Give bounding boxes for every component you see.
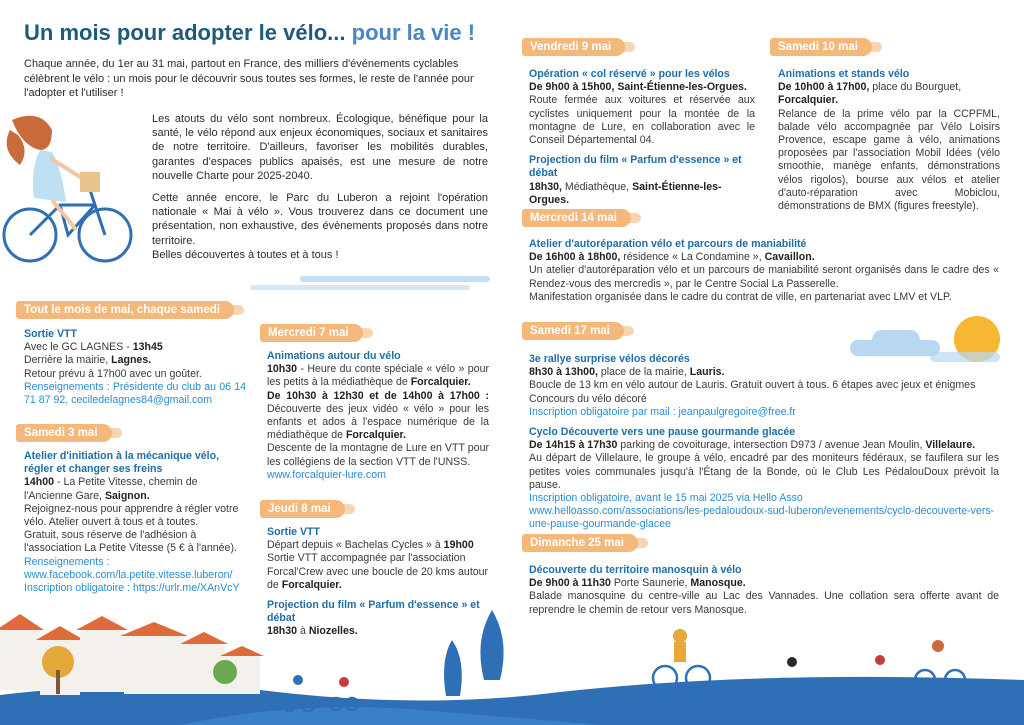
event-title: Opération « col réservé » pour les vélos: [529, 68, 730, 80]
event-animations-velo: Animations autour du vélo 10h30 - Heure du conte spéciale « vélo » pour les petits à la médiathèque de Forcalquier. De 10h30 à 12h30 et de 14h00 à 17h00 : Découverte des jeux vidéo « vélo » pour les enfants et ados à l'espace numérique de la médiathèque de Forcalquier. Descente de la montagne de Lure en VTT pour les collégiens de la section VTT de l'UNSS. www.forcalquier-lure.com: [267, 350, 489, 481]
banner-samedi-3: Samedi 3 mai: [16, 424, 112, 442]
event-autoreparation: Atelier d'autoréparation vélo et parcours de maniabilité De 16h00 à 18h00, résidence « La Condamine », Cavaillon. Un atelier d'autoréparation vélo et un parcours de maniabilité seront organisés dans le cadre des « Rendez-vous des mercredis », par le Centre Social La Passerelle. Manifestation organisée dans le cadre du contrat de ville, en partenariat avec LMV et VLP.: [529, 238, 999, 303]
decorative-brush: [300, 276, 490, 282]
event-title: Animations autour du vélo: [267, 350, 401, 362]
event-rallye-lauris: 3e rallye surprise vélos décorés 8h30 à 13h00, place de la mairie, Lauris. Boucle de 13 km en vélo autour de Lauris. Gratuit ouvert à tous. 6 étapes avec jeux et énigmes Concours du vélo décoré Inscription obligatoire par mail : jeanpaulgregoire@free.fr Cyclo Découverte vers une pause gourmande glacée De 14h15 à 17h30 parking de covoiturage, intersection D973 / avenue Jean Moulin, Villelaure. Au départ de Villelaure, le groupe à vélo, encadré par des moniteurs fédéraux, se faufilera sur les petites voies communales jusqu'à l'Étang de la Bonde, où le Club Les PédalouDoux prévoit la pause. Inscription obligatoire, avant le 15 mai 2025 via Hello Asso www.helloasso.com/associations/les-pedaloudoux-sud-luberon/evenements/cyclo-decouverte-vers-une-pause-gourmande-glacee: [529, 353, 999, 531]
banner-all-month: Tout le mois de mai, chaque samedi: [16, 301, 234, 319]
event-title: 3e rallye surprise vélos décorés: [529, 353, 690, 365]
event-title: Cyclo Découverte vers une pause gourmande glacée: [529, 426, 796, 439]
contact-link[interactable]: Renseignements : Présidente du club au 06 14 71 87 92, ceciledelagnes84@gmail.com: [24, 380, 246, 407]
event-sortie-vtt-forcalquier: Sortie VTT Départ depuis « Bachelas Cycles » à 19h00 Sortie VTT accompagnée par l'association Forcal'Crew avec une boucle de 20 kms autour de Forcalquier. Projection du film « Parfum d'essence » et débat 18h30 à Niozelles.: [267, 526, 489, 638]
decorative-brush: [250, 285, 470, 290]
banner-jeudi-8: Jeudi 8 mai: [260, 500, 345, 518]
title-main: Un mois pour adopter le vélo...: [24, 20, 346, 45]
event-title: Projection du film « Parfum d'essence » et débat: [267, 599, 480, 625]
banner-samedi-10: Samedi 10 mai: [770, 38, 872, 56]
inscription-link[interactable]: Inscription obligatoire : https://urlr.me/XAnVcY: [24, 582, 240, 595]
page-title: [24, 20, 475, 46]
event-title: Projection du film « Parfum d'essence » et débat: [529, 154, 742, 180]
event-sortie-vtt-lagnes: Sortie VTT Avec le GC LAGNES - 13h45 Derrière la mairie, Lagnes. Retour prévu à 17h00 avec un goûter. Renseignements : Présidente du club au 06 14 71 87 92, ceciledelagnes84@gmail.com: [24, 328, 246, 407]
banner-mercredi-7: Mercredi 7 mai: [260, 324, 363, 342]
event-title: Sortie VTT: [267, 526, 320, 538]
email-link[interactable]: Inscription obligatoire par mail : jeanpaulgregoire@free.fr: [529, 405, 796, 418]
banner-samedi-17: Samedi 17 mai: [522, 322, 624, 340]
cloud-illustration: [872, 330, 920, 350]
event-atelier-mecanique: Atelier d'initiation à la mécanique vélo, régler et changer ses freins 14h00 - La Petite Vitesse, chemin de l'Ancienne Gare, Saignon. Rejoignez-nous pour apprendre à régler votre vélo. Atelier ouvert à tous et à toutes. Gratuit, sous réserve de l'adhésion à l'association La Petite Vitesse (5 € à l'année). Renseignements : www.facebook.com/la.petite.vitesse.luberon/ Inscription obligatoire : https://urlr.me/XAnVcY: [24, 450, 246, 595]
cloud-illustration: [930, 352, 1000, 362]
event-col-reserve: Opération « col réservé » pour les vélos De 9h00 à 15h00, Saint-Étienne-les-Orgues. Route fermée aux voitures et réservée aux cyclistes uniquement pour la montée de la montagne de Lure, en collaboration avec le Conseil Départemental 04. Projection du film « Parfum d'essence » et débat 18h30, Médiathèque, Saint-Étienne-les-Orgues.: [529, 68, 755, 206]
event-title: Sortie VTT: [24, 328, 77, 340]
event-title: Animations et stands vélo: [778, 68, 910, 80]
event-manosque: Découverte du territoire manosquin à vélo De 9h00 à 11h30 Porte Saunerie, Manosque. Balade manosquine du centre-ville au Lac des Vannades. Une collation sera offerte avant de reprendre le chemin de retour vers Manosque.: [529, 564, 999, 616]
helloasso-link[interactable]: www.helloasso.com/associations/les-pedaloudoux-sud-luberon/evenements/cyclo-decouverte-vers-une-pause-gourmande-glacee: [529, 505, 995, 531]
banner-mercredi-14: Mercredi 14 mai: [522, 209, 631, 227]
intro-paragraph-1: Les atouts du vélo sont nombreux. Écologique, bénéfique pour la santé, le vélo répond aux enjeux économiques, sociaux et sanitaires de notre territoire. D'ailleurs, favoriser les mobilités durables, garantes d'espaces publics apaisés, est une mesure de notre nouvelle Charte pour 2025-2040.: [152, 113, 488, 182]
intro-text: Chaque année, du 1er au 31 mai, partout en France, des milliers d'événements cyclables célèbrent le vélo : un mois pour le découvrir sous toutes ses formes, le reste de l'année pour l'adopter et l'utiliser !: [24, 58, 474, 99]
landscape-illustration: [0, 600, 1024, 725]
event-title: Atelier d'autoréparation vélo et parcours de maniabilité: [529, 238, 807, 250]
intro-paragraph-3: Belles découvertes à toutes et à tous !: [152, 248, 339, 261]
intro-paragraph-2: Cette année encore, le Parc du Luberon a rejoint l'opération nationale « Mai à vélo ». Vous trouverez dans ce document une présentation, non exhaustive, des évènements proposés dans notre territoire.: [152, 192, 488, 247]
banner-dimanche-25: Dimanche 25 mai: [522, 534, 638, 552]
banner-vendredi-9: Vendredi 9 mai: [522, 38, 625, 56]
intro-paragraphs: [152, 112, 488, 270]
title-highlight: pour la vie !: [351, 20, 476, 45]
event-title: Découverte du territoire manosquin à vélo: [529, 564, 742, 576]
event-animations-stands: Animations et stands vélo De 10h00 à 17h00, place du Bourguet, Forcalquier. Relance de la prime vélo par la CCPFML, balade vélo accompagnée par Vélo Loisirs Provence, escape game à vélo, animations proposées par l'association Mobil Idées (vélo smoothie, manège enfants, démonstrations vélos rigolos), bourse aux vélos et atelier d'auto-réparation avec Mobiclou, démonstrations de BMX (figures freestyle).: [778, 68, 1000, 213]
facebook-link[interactable]: www.facebook.com/la.petite.vitesse.luberon/: [24, 568, 233, 581]
woman-cyclist-illustration: [0, 110, 140, 275]
event-title: Atelier d'initiation à la mécanique vélo, régler et changer ses freins: [24, 450, 220, 476]
forcalquier-link[interactable]: www.forcalquier-lure.com: [267, 468, 386, 481]
